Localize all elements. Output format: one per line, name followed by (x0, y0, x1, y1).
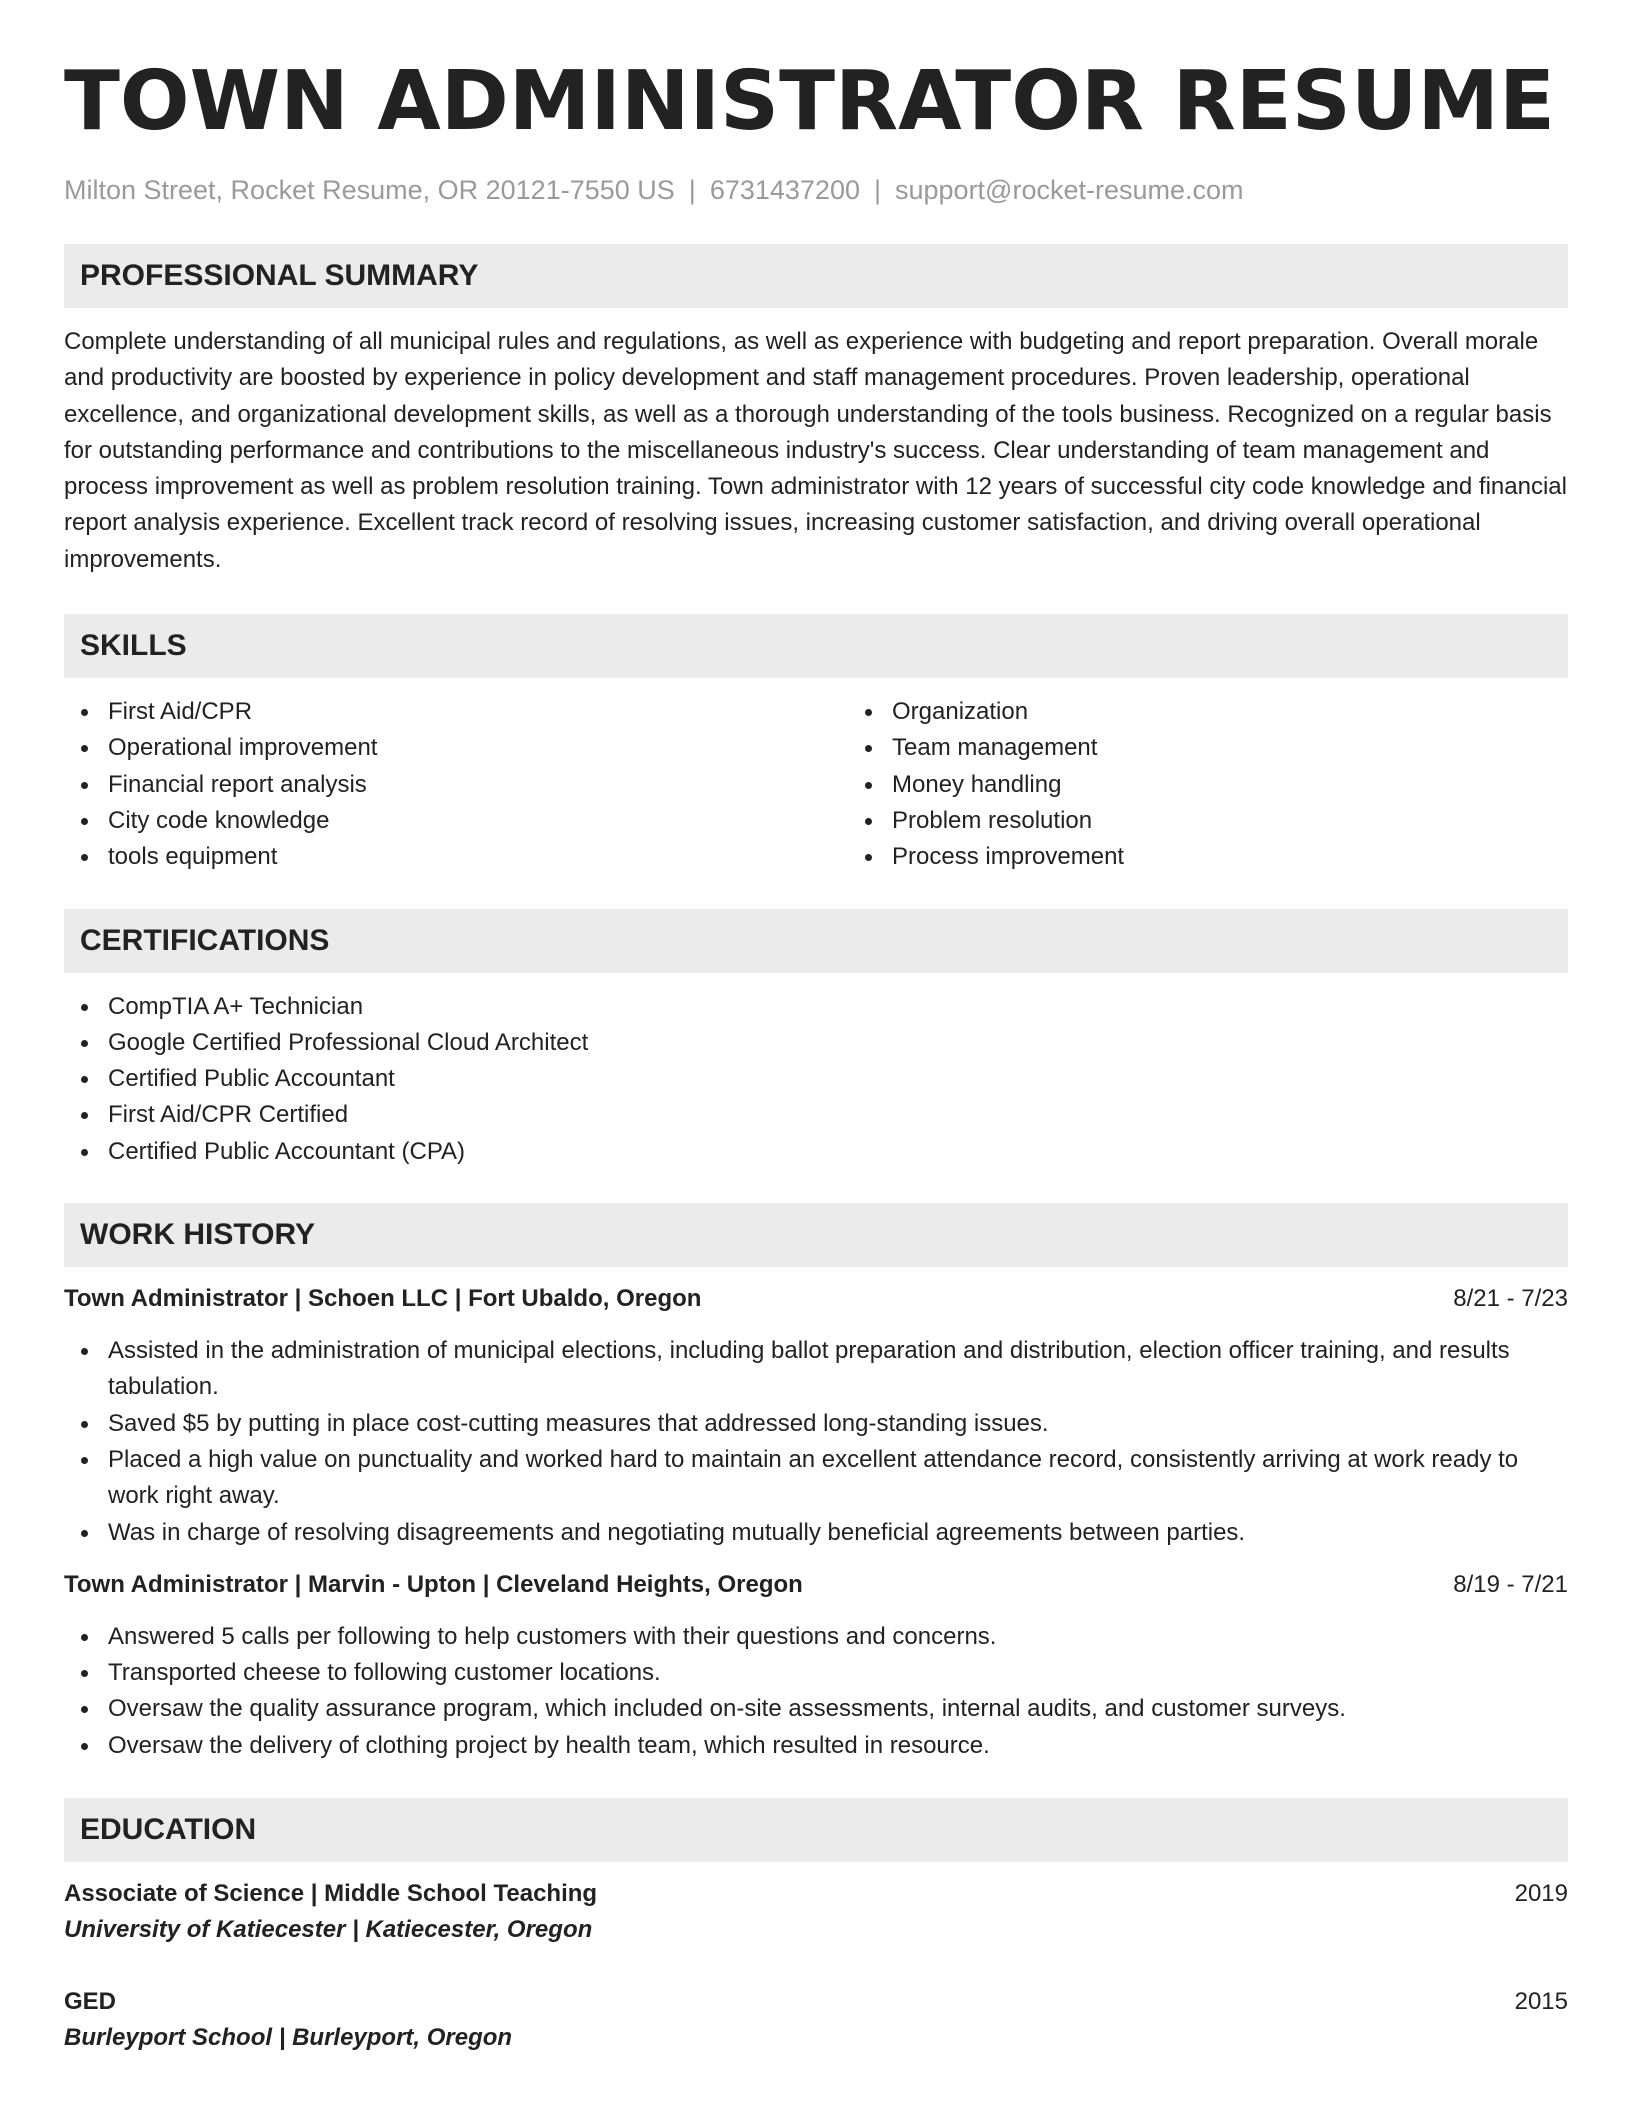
skill-item: Team management (892, 730, 1568, 766)
section-title-summary: PROFESSIONAL SUMMARY (80, 259, 479, 292)
skills-column-right (848, 694, 1568, 875)
job-bullet: Was in charge of resolving disagreements and negotiating mutually beneficial agreements between parties. (108, 1515, 1568, 1551)
resume-title: TOWN ADMINISTRATOR RESUME (64, 54, 1556, 149)
skill-item: Financial report analysis (108, 767, 848, 803)
section-title-certifications: CERTIFICATIONS (80, 923, 330, 957)
skill-item: Problem resolution (892, 803, 1568, 839)
skills-column-left (64, 694, 848, 875)
skill-item: Process improvement (892, 839, 1568, 875)
skill-item: City code knowledge (108, 803, 848, 839)
job-dates: 8/21 - 7/23 (1453, 1285, 1568, 1313)
education-school: University of Katiecester | Katiecester, Oregon (64, 1916, 593, 1944)
job-title: Town Administrator | Marvin - Upton | Cleveland Heights, Oregon (64, 1570, 803, 1598)
certifications-list (64, 989, 1568, 1170)
job-bullet: Assisted in the administration of municipal elections, including ballot preparation and distribution, election officer training, and results tabulation. (108, 1333, 1568, 1406)
summary-text: Complete understanding of all municipal rules and regulations, as well as experience with budgeting and report preparation. Overall morale and productivity are boosted by experience in policy development and staff management procedures. Proven leadership, operational excellence, and organizational development skills, as well as a thorough understanding of the tools business. Recognized on a regular basis for outstanding performance and contributions to the miscellaneous industry's success. Clear understanding of team management and process improvement as well as problem resolution training. Town administrator with 12 years of successful city code knowledge and financial report analysis experience. Excellent track record of resolving issues, increasing customer satisfaction, and driving overall operational improvements. (64, 328, 1567, 573)
section-title-education: EDUCATION (80, 1813, 257, 1847)
job-dates: 8/19 - 7/21 (1453, 1570, 1568, 1598)
section-header-summary (64, 244, 1568, 308)
job-header (64, 1281, 1568, 1317)
education-year: 2015 (1514, 1988, 1568, 2016)
job-bullets (64, 1333, 1568, 1551)
education-degree: GED (64, 1988, 117, 2016)
skill-item: First Aid/CPR (108, 694, 848, 730)
certification-item: Certified Public Accountant (108, 1061, 1568, 1097)
job-bullet: Answered 5 calls per following to help customers with their questions and concerns. (108, 1619, 1568, 1655)
job-bullet: Transported cheese to following customer locations. (108, 1655, 1568, 1691)
education-entry (64, 1876, 1568, 1948)
certification-item: Certified Public Accountant (CPA) (108, 1134, 1568, 1170)
certification-item: CompTIA A+ Technician (108, 989, 1568, 1025)
certification-item: First Aid/CPR Certified (108, 1097, 1568, 1133)
job-bullet: Oversaw the delivery of clothing project by health team, which resulted in resource. (108, 1728, 1568, 1764)
contact-separator: | (873, 175, 881, 205)
skill-item: Money handling (892, 767, 1568, 803)
contact-address: Milton Street, Rocket Resume, OR 20121-7550 US (64, 175, 675, 205)
certification-item: Google Certified Professional Cloud Architect (108, 1025, 1568, 1061)
job-bullet: Saved $5 by putting in place cost-cutting measures that addressed long-standing issues. (108, 1406, 1568, 1442)
skill-item: Operational improvement (108, 730, 848, 766)
contact-separator: | (688, 175, 696, 205)
section-title-skills: SKILLS (80, 629, 187, 663)
contact-phone: 6731437200 (709, 175, 860, 205)
section-header-certifications (64, 909, 1568, 973)
skill-item: tools equipment (108, 839, 848, 875)
education-school: Burleyport School | Burleyport, Oregon (64, 2024, 513, 2052)
job-entry (64, 1281, 1568, 1551)
job-entry (64, 1567, 1568, 1764)
skill-item: Organization (892, 694, 1568, 730)
education-header (64, 1876, 1568, 1912)
contact-line (64, 172, 1568, 208)
education-header (64, 1984, 1568, 2020)
job-bullets (64, 1619, 1568, 1764)
job-title: Town Administrator | Schoen LLC | Fort Ubaldo, Oregon (64, 1285, 702, 1313)
section-title-work-history: WORK HISTORY (80, 1218, 316, 1252)
job-bullet: Placed a high value on punctuality and worked hard to maintain an excellent attendance record, consistently arriving at work ready to work right away. (108, 1442, 1568, 1515)
education-entry (64, 1984, 1568, 2056)
job-bullet: Oversaw the quality assurance program, which included on-site assessments, internal audits, and customer surveys. (108, 1691, 1568, 1727)
job-header (64, 1567, 1568, 1603)
section-header-skills (64, 614, 1568, 678)
contact-email: support@rocket-resume.com (895, 175, 1244, 205)
education-year: 2019 (1514, 1880, 1568, 1908)
section-header-education (64, 1798, 1568, 1862)
skills-list (64, 678, 1568, 875)
education-degree: Associate of Science | Middle School Teaching (64, 1880, 598, 1908)
section-header-work-history (64, 1203, 1568, 1267)
